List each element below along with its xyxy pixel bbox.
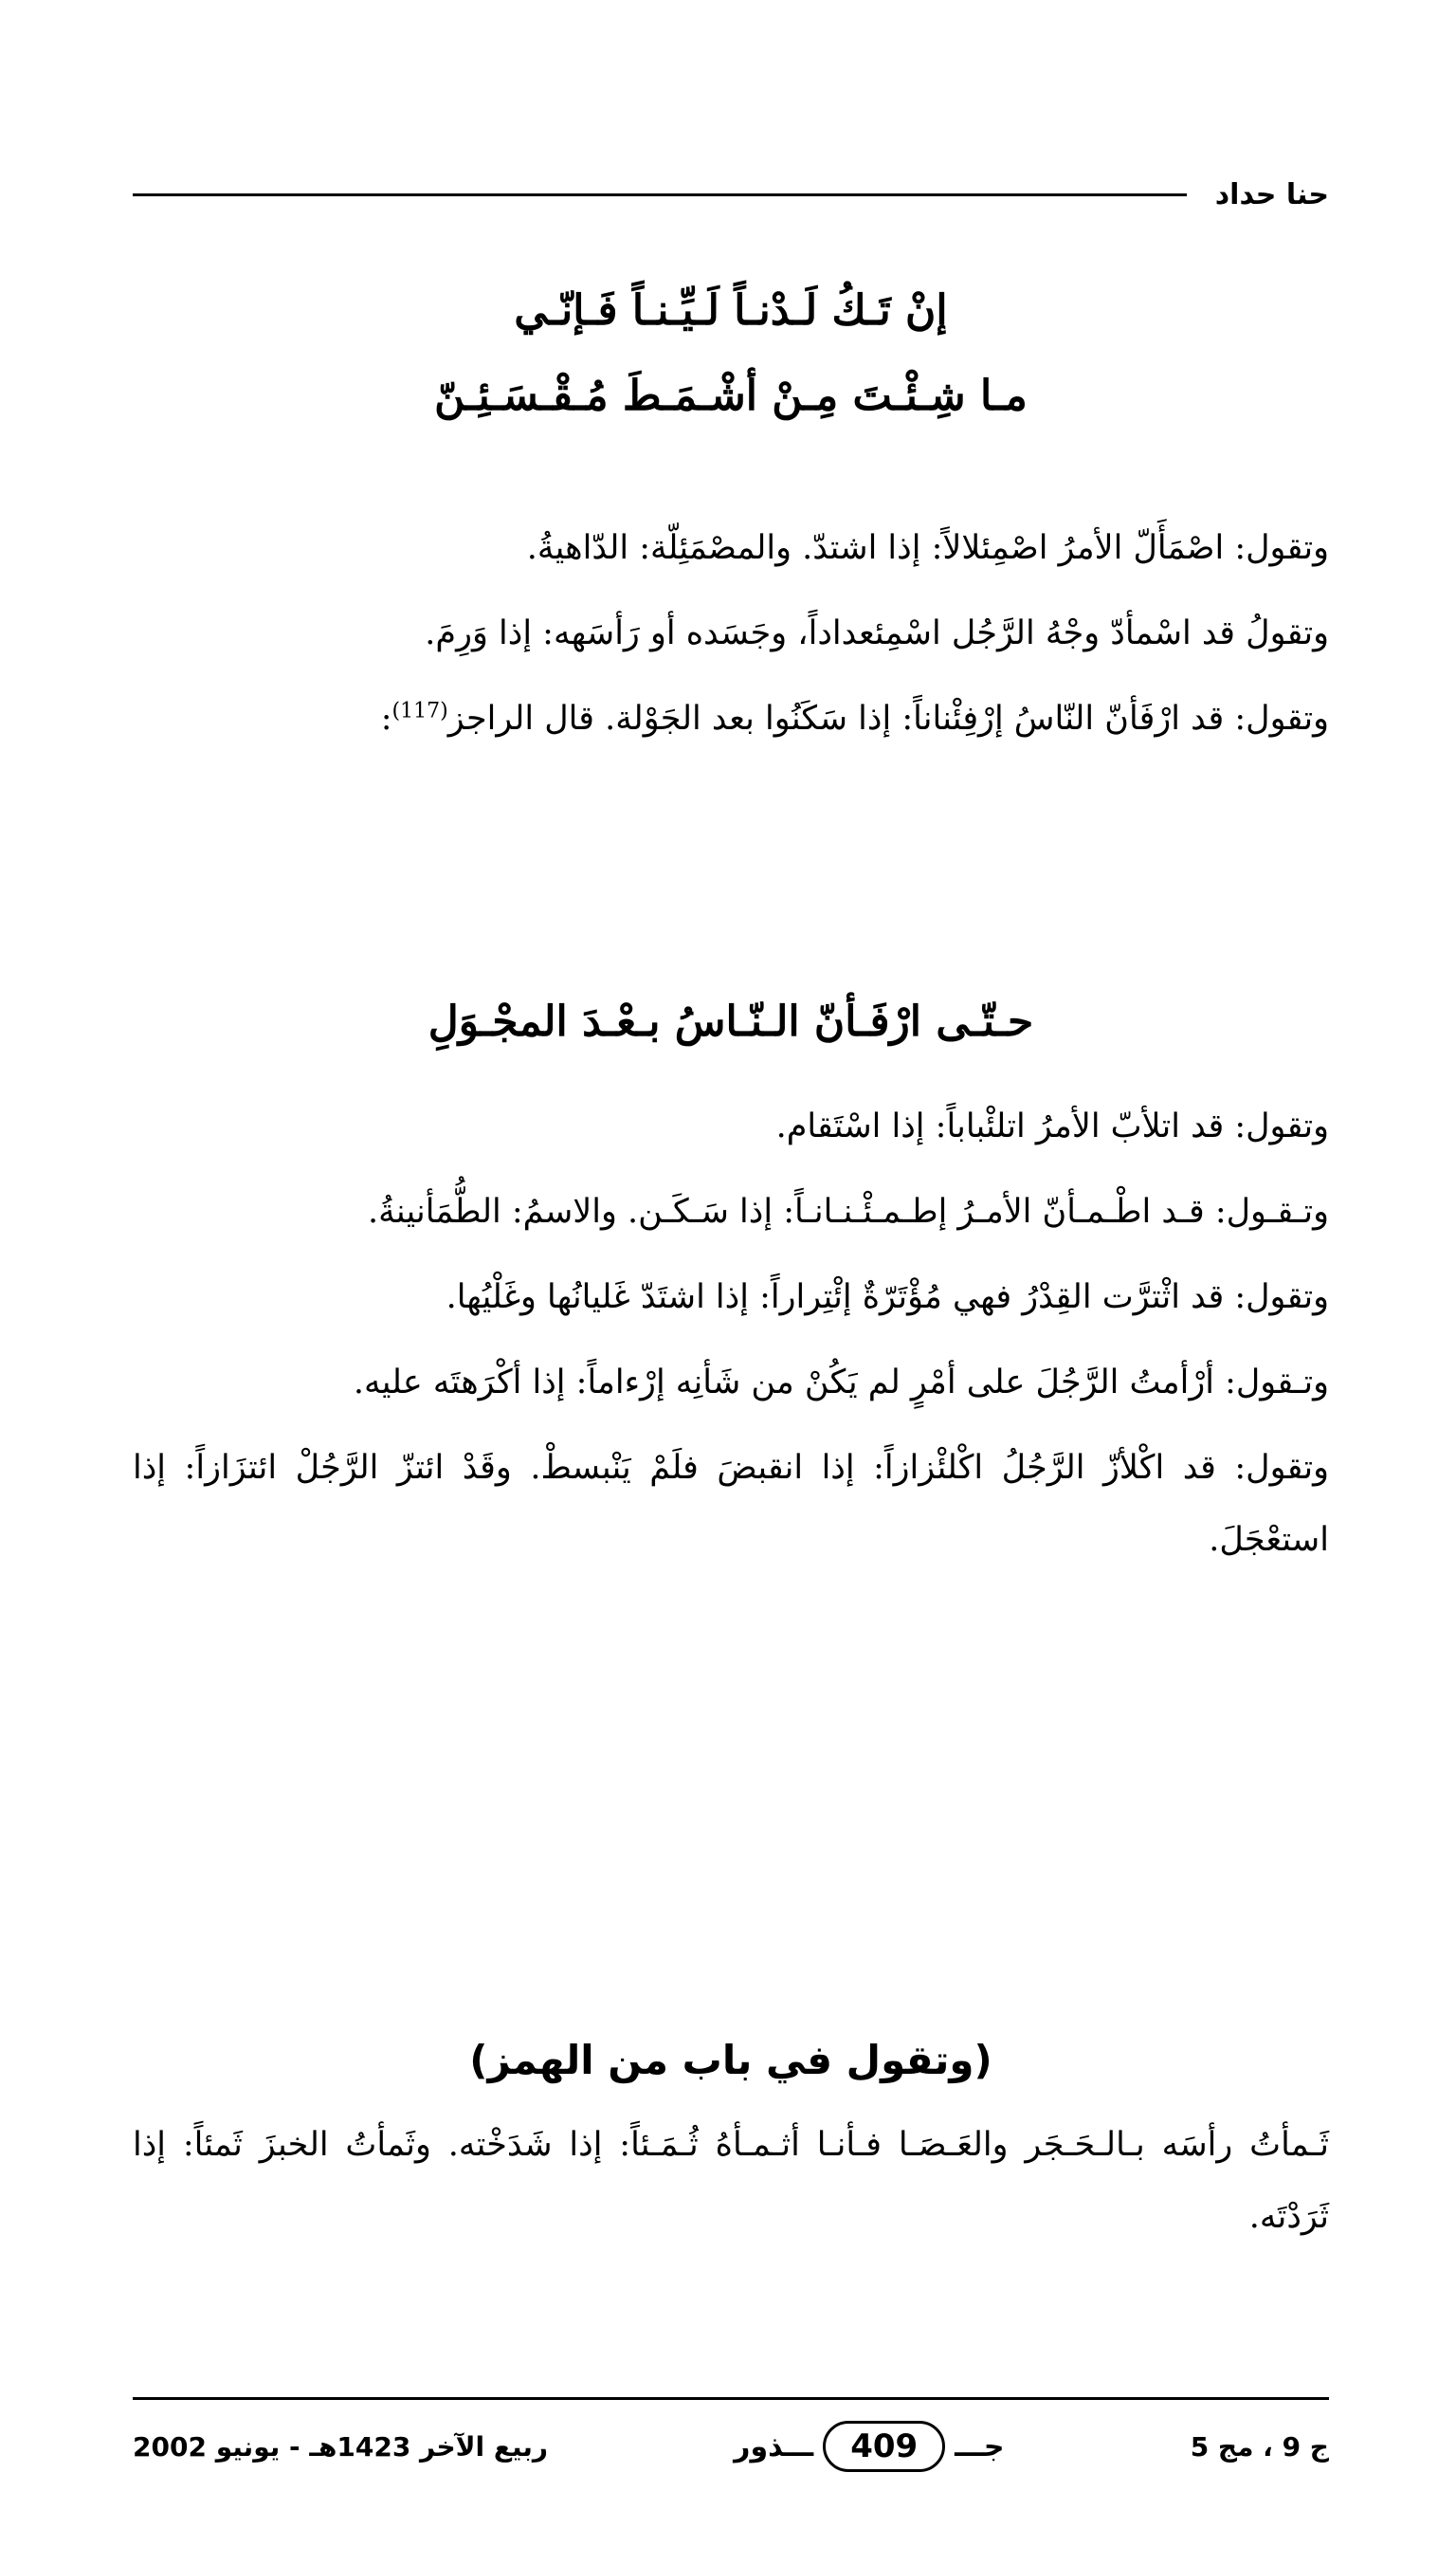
paragraph: وتقول: اصْمَأَلّ الأمرُ اصْمِئلالاً: إذا اشتدّ. والمصْمَئِلّة: الدّاهيةُ. xyxy=(526,529,1329,567)
footnote-reference: (117) xyxy=(391,699,448,723)
journal-name-part: ـــذور xyxy=(734,2429,814,2463)
paragraph-with-footnote xyxy=(133,683,1329,755)
verse-line-3: حـتّـى ارْفَـأنّ الـنّـاسُ بـعْـدَ المجْـوَلِ xyxy=(428,998,1034,1046)
document-page xyxy=(133,152,1329,2465)
paragraph: وتقول: قد اتلأبّ الأمرُ اتلئْباباً: إذا اسْتَقام. xyxy=(775,1108,1329,1145)
footer-journal xyxy=(734,2421,1004,2472)
body-block-3 xyxy=(133,2109,1329,2266)
footer-volume: ج 9 ، مج 5 xyxy=(1190,2430,1329,2463)
body-block-1 xyxy=(133,512,1329,768)
paragraph-text: وتقول: قد ارْفَأنّ النّاسُ إرْفِئْناناً: إذا سَكَنُوا بعد الجَوْلة. قال الراجز xyxy=(447,700,1329,738)
journal-name-part: جـــ xyxy=(955,2429,1005,2463)
header-rule xyxy=(133,193,1187,196)
paragraph: وتـقـول: قـد اطْـمـأنّ الأمـرُ إطـمـئْـنـانـاً: إذا سَـكَـن. والاسمُ: الطُّمَأنينةُ. xyxy=(368,1193,1329,1231)
footer-date: ربيع الآخر 1423هـ - يونيو 2002 xyxy=(133,2430,549,2463)
paragraph-end-colon: : xyxy=(380,700,392,738)
paragraph: ثَـمأتُ رأسَه بـالـحَـجَر والعَـصَـا فـأنـا أثـمـأهُ ثُـمَـئاً: إذا شَدَخْته. وثَمأتُ الخبزَ ثَمئاً: إذا ثَرَدْتَه. xyxy=(133,2126,1329,2236)
paragraph: وتقول: قد اثْترَّت القِدْرُ فهي مُؤْتَرّةٌ إئْتِراراً: إذا اشتَدّ غَليانُها وغَلْيُها. xyxy=(446,1278,1329,1316)
page-number: 409 xyxy=(823,2421,945,2472)
verse-line-2: مـا شِـئْـتَ مِـنْ أشْـمَـطَ مُـقْـسَـئِـنّ xyxy=(434,372,1028,420)
header-author: حنا حداد xyxy=(1214,177,1329,211)
paragraph: وتقول: قد اكْلأزّ الرَّجُلُ اكْلئْزازاً: إذا انقبضَ فلَمْ يَنْبسطْ. وقَدْ ائتزّ الرَّجُلْ ائتزَازاً: إذا استعْجَلَ. xyxy=(133,1449,1329,1559)
verse-line-1: إنْ تَـكُ لَـدْنـاً لَـيِّـنـاً فَـإنّـي xyxy=(514,286,948,335)
page-footer xyxy=(133,2418,1329,2475)
paragraph: وتـقول: أرْأمتُ الرَّجُلَ على أمْرٍ لم يَكُنْ من شَأنِه إرْءاماً: إذا أكْرَهتَه عليه. xyxy=(353,1364,1329,1401)
page-header xyxy=(133,152,1329,237)
body-block-2 xyxy=(133,1090,1329,1589)
footer-rule xyxy=(133,2397,1329,2400)
paragraph: وتقولُ قد اسْمأدّ وجْهُ الرَّجُل اسْمِئعداداً، وجَسَده أو رَأسَهه: إذا وَرِمَ. xyxy=(425,614,1329,652)
section-heading: (وتقول في باب من الهمز) xyxy=(469,2037,992,2083)
